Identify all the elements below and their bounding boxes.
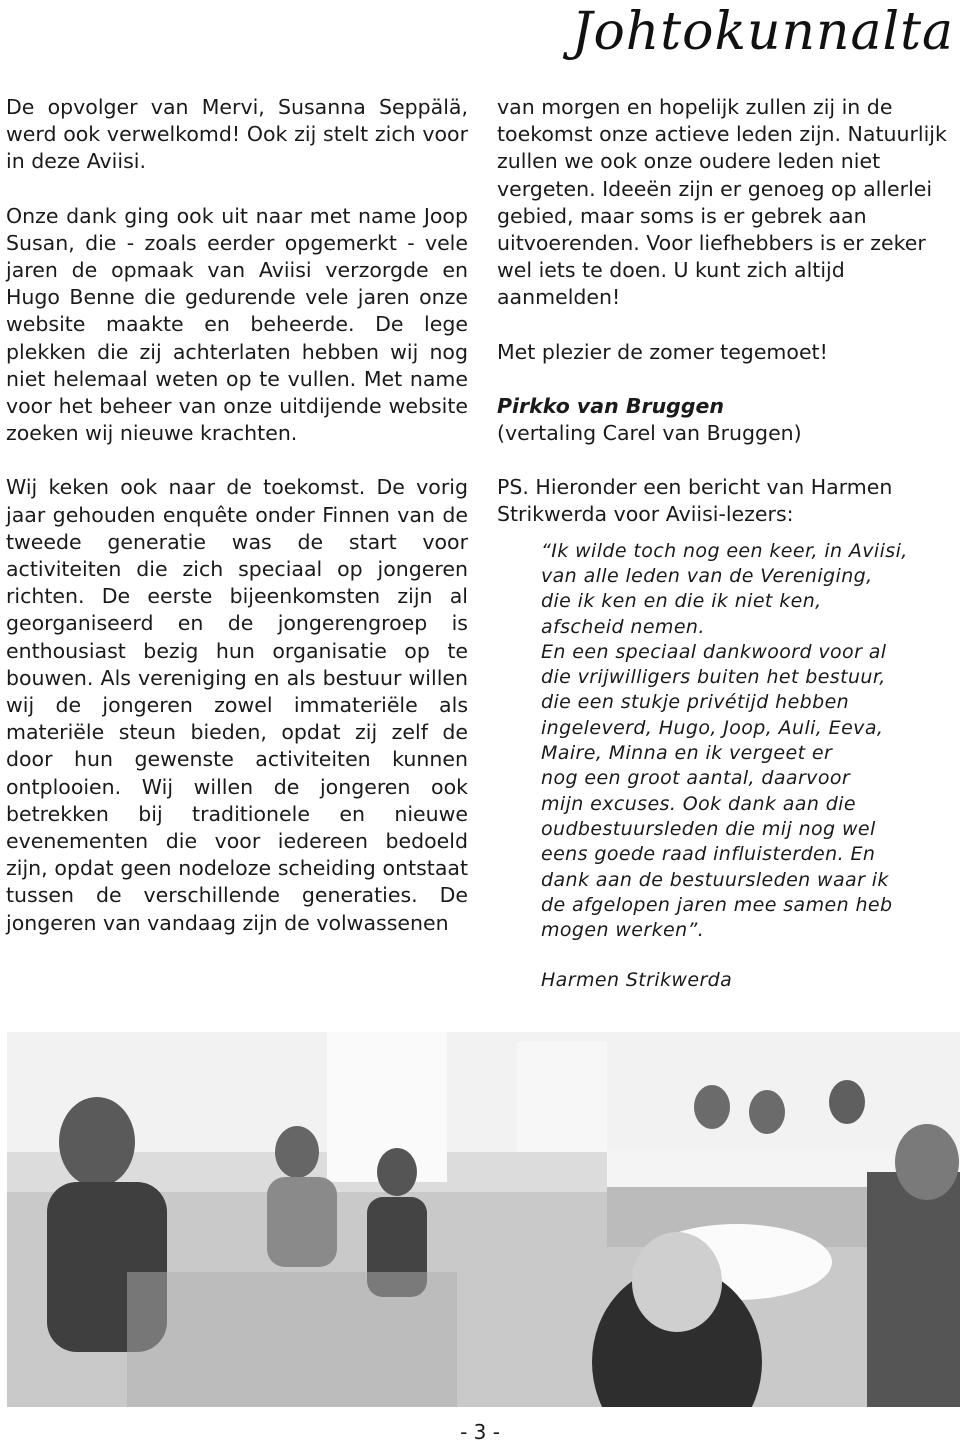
paragraph: Wij keken ook naar de toekomst. De vorig jaar gehouden enquête onder Finnen van de tweede generatie was de start voor activiteiten die zich speciaal op jongeren richten. De eerste bijeenkomsten zijn al georganiseerd en de jongerengroep is enthousiast bezig hun organisatie op te bouwen. Als vereniging en als bestuur willen wij de jongeren zowel immateriële als materiële steun bieden, opdat zij zelf de door hun gewenste activiteiten kunnen ontplooien. Wij willen de jongeren ook betrekken bij traditionele en nieuwe evenementen die voor iedereen bedoeld zijn, opdat geen nodeloze scheiding ontstaat tussen de verschillende generaties. De jongeren van vandaag zijn de volwassenen xyxy=(6,475,468,935)
page-number: - 3 - xyxy=(460,1420,500,1444)
quote-signature: Harmen Strikwerda xyxy=(541,969,733,992)
paragraph: De opvolger van Mervi, Susanna Seppälä, werd ook verwelkomd! Ook zij stelt zich voor in deze Aviisi. xyxy=(6,95,468,174)
quote-block: “Ik wilde toch nog een keer, in Aviisi, van alle leden van de Vereniging, die ik ken en die ik niet ken, afscheid nemen. En een speciaal dankwoord voor al die vrijwilligers buiten het bestuur, die een stukje privétijd hebben ingeleverd, Hugo, Joop, Auli, Eeva, Maire, Minna en ik vergeet er nog een groot aantal, daarvoor mijn excuses. Ook dank aan die oudbestuursleden die mij nog wel eens goede raad influisterden. En dank aan de bestuursleden waar ik de afgelopen jaren mee samen heb mogen werken”. xyxy=(541,539,908,942)
page-title: Johtokunnalta xyxy=(571,2,954,62)
ps-paragraph: PS. Hieronder een bericht van Harmen Strikwerda voor Aviisi-lezers: xyxy=(497,475,893,527)
paragraph: Onze dank ging ook uit naar met name Joop Susan, die - zoals eerder opgemerkt - vele jaren de opmaak van Aviisi verzorgde en Hugo Benne die gedurende vele jaren onze website maakte en beheerde. De lege plekken die zij achterlaten hebben wij nog niet helemaal weten op te vullen. Met name voor het beheer van onze uitdijende website zoeken wij nieuwe krachten. xyxy=(6,203,468,446)
paragraph: Met plezier de zomer tegemoet! xyxy=(497,339,828,364)
left-column xyxy=(6,94,468,937)
author-block xyxy=(497,393,957,447)
meeting-photo xyxy=(7,1032,960,1407)
author-name: Pirkko van Bruggen xyxy=(497,393,725,418)
right-column xyxy=(497,94,957,995)
translation-credit: (vertaling Carel van Bruggen) xyxy=(497,421,802,446)
paragraph: van morgen en hopelijk zullen zij in de toekomst onze actieve leden zijn. Natuurlijk zullen we ook onze oudere leden niet vergeten. Ideeën zijn er genoeg op allerlei gebied, maar soms is er gebrek aan uitvoerenden. Voor liefhebbers is er zeker wel iets te doen. U kunt zich altijd aanmelden! xyxy=(497,95,947,310)
